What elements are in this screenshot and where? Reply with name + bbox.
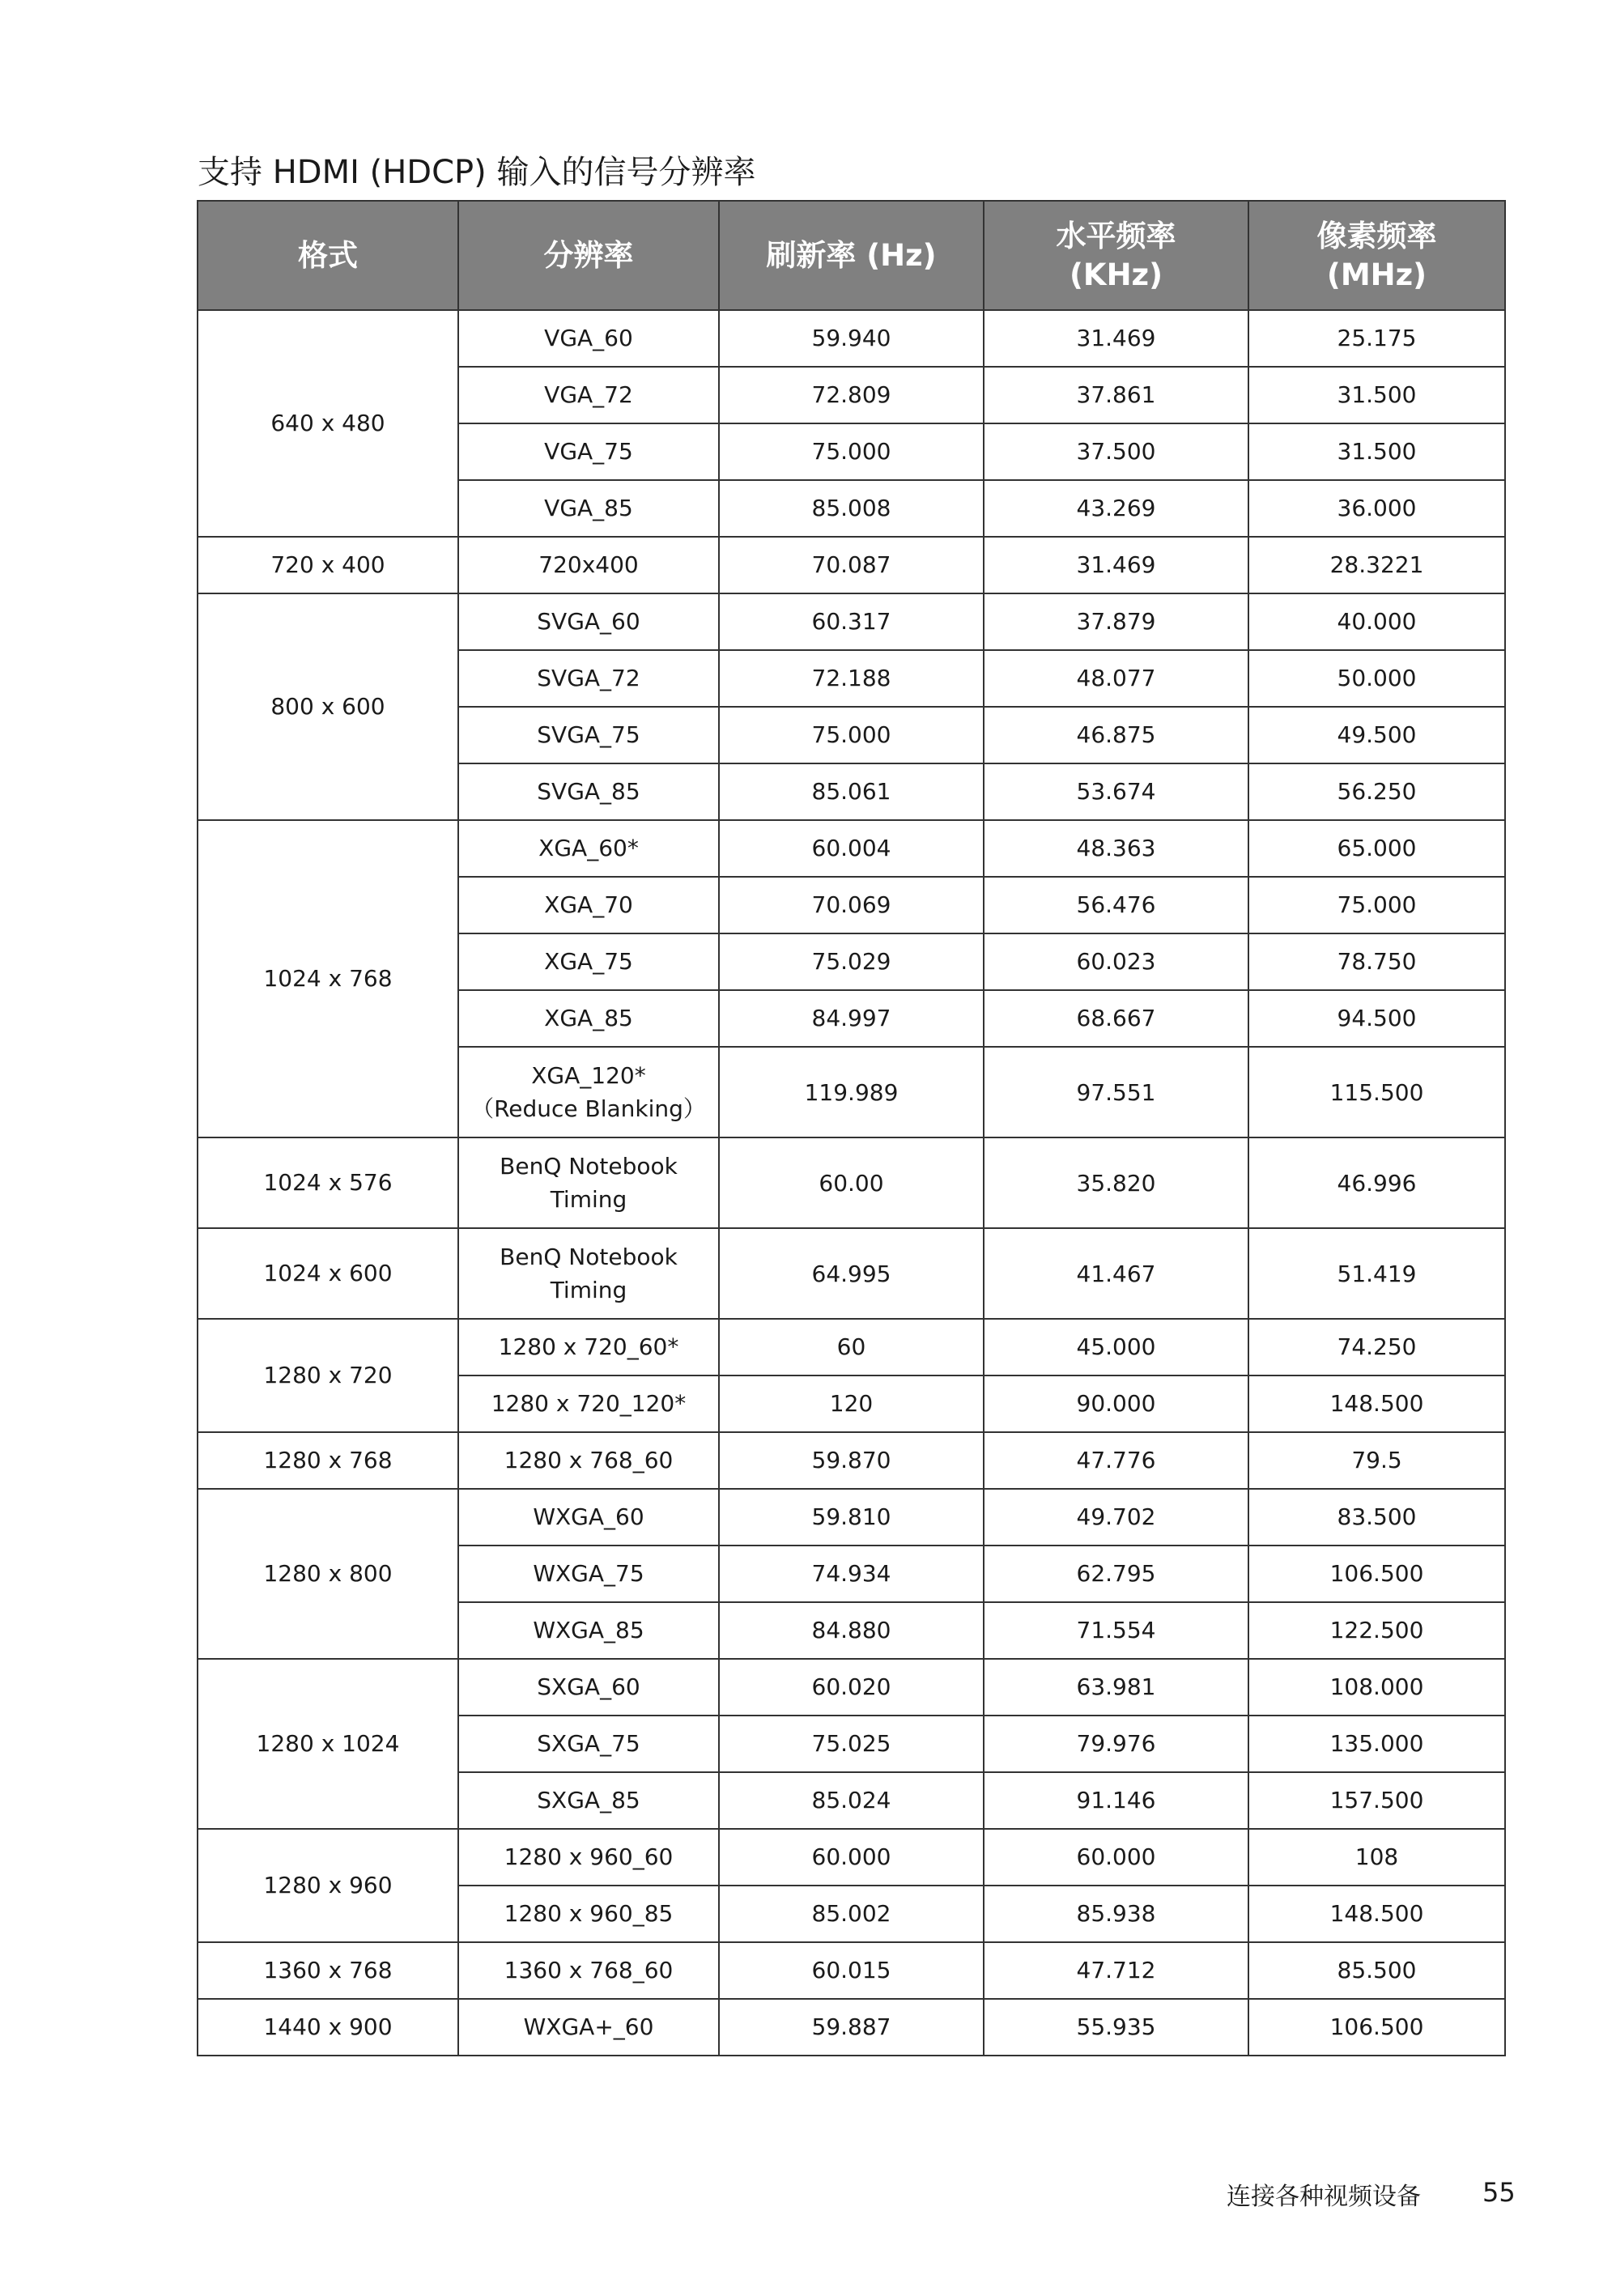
cell-pixel-frequency: 148.500 bbox=[1248, 1886, 1505, 1942]
cell-resolution: 720x400 bbox=[458, 537, 719, 593]
cell-horizontal-frequency: 62.795 bbox=[984, 1546, 1248, 1602]
header-refresh-rate: 刷新率 (Hz) bbox=[719, 201, 984, 310]
cell-horizontal-frequency: 85.938 bbox=[984, 1886, 1248, 1942]
cell-refresh-rate: 75.000 bbox=[719, 707, 984, 763]
cell-resolution: 1280 x 768_60 bbox=[458, 1432, 719, 1489]
cell-horizontal-frequency: 48.077 bbox=[984, 650, 1248, 707]
cell-resolution: SVGA_75 bbox=[458, 707, 719, 763]
cell-resolution: VGA_85 bbox=[458, 480, 719, 537]
table-row bbox=[198, 1999, 1505, 2056]
cell-resolution: VGA_75 bbox=[458, 423, 719, 480]
cell-resolution: XGA_85 bbox=[458, 990, 719, 1047]
cell-horizontal-frequency: 97.551 bbox=[984, 1047, 1248, 1137]
cell-refresh-rate: 59.940 bbox=[719, 310, 984, 367]
cell-pixel-frequency: 50.000 bbox=[1248, 650, 1505, 707]
cell-resolution: 1280 x 960_60 bbox=[458, 1829, 719, 1886]
cell-horizontal-frequency: 71.554 bbox=[984, 1602, 1248, 1659]
cell-resolution: 1280 x 720_120* bbox=[458, 1375, 719, 1432]
cell-horizontal-frequency: 68.667 bbox=[984, 990, 1248, 1047]
cell-refresh-rate: 85.024 bbox=[719, 1772, 984, 1829]
cell-pixel-frequency: 25.175 bbox=[1248, 310, 1505, 367]
cell-horizontal-frequency: 37.500 bbox=[984, 423, 1248, 480]
cell-pixel-frequency: 36.000 bbox=[1248, 480, 1505, 537]
cell-refresh-rate: 84.880 bbox=[719, 1602, 984, 1659]
cell-refresh-rate: 85.008 bbox=[719, 480, 984, 537]
cell-refresh-rate: 60.000 bbox=[719, 1829, 984, 1886]
table-row bbox=[198, 537, 1505, 593]
cell-pixel-frequency: 75.000 bbox=[1248, 877, 1505, 933]
cell-pixel-frequency: 85.500 bbox=[1248, 1942, 1505, 1999]
cell-pixel-frequency: 40.000 bbox=[1248, 593, 1505, 650]
cell-pixel-frequency: 108.000 bbox=[1248, 1659, 1505, 1716]
cell-resolution: BenQ Notebook Timing bbox=[458, 1137, 719, 1228]
cell-horizontal-frequency: 91.146 bbox=[984, 1772, 1248, 1829]
cell-horizontal-frequency: 46.875 bbox=[984, 707, 1248, 763]
cell-refresh-rate: 59.870 bbox=[719, 1432, 984, 1489]
cell-format: 720 x 400 bbox=[198, 537, 458, 593]
cell-refresh-rate: 64.995 bbox=[719, 1228, 984, 1319]
cell-horizontal-frequency: 37.861 bbox=[984, 367, 1248, 423]
cell-format: 1280 x 720 bbox=[198, 1319, 458, 1432]
cell-format: 1280 x 800 bbox=[198, 1489, 458, 1659]
cell-resolution: VGA_60 bbox=[458, 310, 719, 367]
cell-horizontal-frequency: 90.000 bbox=[984, 1375, 1248, 1432]
table-row bbox=[198, 1942, 1505, 1999]
cell-refresh-rate: 72.809 bbox=[719, 367, 984, 423]
cell-pixel-frequency: 51.419 bbox=[1248, 1228, 1505, 1319]
cell-resolution: SVGA_85 bbox=[458, 763, 719, 820]
page-number: 55 bbox=[1482, 2177, 1516, 2208]
header-format: 格式 bbox=[198, 201, 458, 310]
table-row bbox=[198, 1659, 1505, 1716]
cell-format: 1280 x 1024 bbox=[198, 1659, 458, 1829]
cell-format: 1440 x 900 bbox=[198, 1999, 458, 2056]
header-horizontal-frequency: 水平频率 (KHz) bbox=[984, 201, 1248, 310]
cell-resolution: XGA_75 bbox=[458, 933, 719, 990]
header-pixel-frequency: 像素频率 (MHz) bbox=[1248, 201, 1505, 310]
cell-horizontal-frequency: 35.820 bbox=[984, 1137, 1248, 1228]
cell-resolution: SVGA_60 bbox=[458, 593, 719, 650]
cell-refresh-rate: 70.087 bbox=[719, 537, 984, 593]
cell-pixel-frequency: 28.3221 bbox=[1248, 537, 1505, 593]
cell-pixel-frequency: 135.000 bbox=[1248, 1716, 1505, 1772]
cell-format: 640 x 480 bbox=[198, 310, 458, 537]
cell-format: 1280 x 960 bbox=[198, 1829, 458, 1942]
cell-refresh-rate: 60 bbox=[719, 1319, 984, 1375]
cell-resolution: WXGA_85 bbox=[458, 1602, 719, 1659]
cell-refresh-rate: 119.989 bbox=[719, 1047, 984, 1137]
cell-refresh-rate: 72.188 bbox=[719, 650, 984, 707]
cell-resolution: BenQ Notebook Timing bbox=[458, 1228, 719, 1319]
cell-horizontal-frequency: 49.702 bbox=[984, 1489, 1248, 1546]
cell-resolution: WXGA_75 bbox=[458, 1546, 719, 1602]
cell-pixel-frequency: 49.500 bbox=[1248, 707, 1505, 763]
table-row bbox=[198, 1137, 1505, 1228]
cell-refresh-rate: 60.00 bbox=[719, 1137, 984, 1228]
cell-pixel-frequency: 122.500 bbox=[1248, 1602, 1505, 1659]
table-row bbox=[198, 820, 1505, 877]
cell-refresh-rate: 59.887 bbox=[719, 1999, 984, 2056]
cell-horizontal-frequency: 47.712 bbox=[984, 1942, 1248, 1999]
cell-format: 1024 x 576 bbox=[198, 1137, 458, 1228]
cell-refresh-rate: 75.000 bbox=[719, 423, 984, 480]
table-row bbox=[198, 1319, 1505, 1375]
cell-pixel-frequency: 74.250 bbox=[1248, 1319, 1505, 1375]
cell-refresh-rate: 59.810 bbox=[719, 1489, 984, 1546]
cell-refresh-rate: 60.004 bbox=[719, 820, 984, 877]
cell-format: 1280 x 768 bbox=[198, 1432, 458, 1489]
cell-pixel-frequency: 115.500 bbox=[1248, 1047, 1505, 1137]
cell-refresh-rate: 85.002 bbox=[719, 1886, 984, 1942]
cell-horizontal-frequency: 63.981 bbox=[984, 1659, 1248, 1716]
cell-horizontal-frequency: 31.469 bbox=[984, 310, 1248, 367]
table-row bbox=[198, 593, 1505, 650]
cell-refresh-rate: 70.069 bbox=[719, 877, 984, 933]
cell-pixel-frequency: 157.500 bbox=[1248, 1772, 1505, 1829]
cell-horizontal-frequency: 60.023 bbox=[984, 933, 1248, 990]
cell-refresh-rate: 60.317 bbox=[719, 593, 984, 650]
cell-horizontal-frequency: 56.476 bbox=[984, 877, 1248, 933]
cell-refresh-rate: 75.025 bbox=[719, 1716, 984, 1772]
page-title: 支持 HDMI (HDCP) 输入的信号分辨率 bbox=[198, 154, 756, 191]
cell-resolution: XGA_120* （Reduce Blanking） bbox=[458, 1047, 719, 1137]
table-row bbox=[198, 1829, 1505, 1886]
cell-resolution: 1280 x 720_60* bbox=[458, 1319, 719, 1375]
cell-pixel-frequency: 83.500 bbox=[1248, 1489, 1505, 1546]
cell-refresh-rate: 60.020 bbox=[719, 1659, 984, 1716]
table-header-row bbox=[198, 201, 1505, 310]
cell-horizontal-frequency: 41.467 bbox=[984, 1228, 1248, 1319]
cell-pixel-frequency: 31.500 bbox=[1248, 423, 1505, 480]
cell-pixel-frequency: 94.500 bbox=[1248, 990, 1505, 1047]
cell-horizontal-frequency: 45.000 bbox=[984, 1319, 1248, 1375]
cell-horizontal-frequency: 53.674 bbox=[984, 763, 1248, 820]
cell-pixel-frequency: 31.500 bbox=[1248, 367, 1505, 423]
cell-horizontal-frequency: 55.935 bbox=[984, 1999, 1248, 2056]
cell-format: 1024 x 768 bbox=[198, 820, 458, 1137]
cell-pixel-frequency: 79.5 bbox=[1248, 1432, 1505, 1489]
cell-horizontal-frequency: 43.269 bbox=[984, 480, 1248, 537]
cell-pixel-frequency: 56.250 bbox=[1248, 763, 1505, 820]
cell-horizontal-frequency: 60.000 bbox=[984, 1829, 1248, 1886]
cell-pixel-frequency: 78.750 bbox=[1248, 933, 1505, 990]
cell-pixel-frequency: 46.996 bbox=[1248, 1137, 1505, 1228]
cell-resolution: 1280 x 960_85 bbox=[458, 1886, 719, 1942]
cell-resolution: SVGA_72 bbox=[458, 650, 719, 707]
cell-refresh-rate: 60.015 bbox=[719, 1942, 984, 1999]
table-row bbox=[198, 1489, 1505, 1546]
cell-horizontal-frequency: 31.469 bbox=[984, 537, 1248, 593]
cell-resolution: 1360 x 768_60 bbox=[458, 1942, 719, 1999]
table-body bbox=[198, 310, 1505, 2056]
header-resolution: 分辨率 bbox=[458, 201, 719, 310]
cell-resolution: XGA_60* bbox=[458, 820, 719, 877]
cell-format: 1360 x 768 bbox=[198, 1942, 458, 1999]
cell-resolution: VGA_72 bbox=[458, 367, 719, 423]
cell-horizontal-frequency: 37.879 bbox=[984, 593, 1248, 650]
resolution-table bbox=[197, 200, 1506, 2056]
cell-resolution: WXGA_60 bbox=[458, 1489, 719, 1546]
cell-resolution: SXGA_60 bbox=[458, 1659, 719, 1716]
cell-pixel-frequency: 106.500 bbox=[1248, 1546, 1505, 1602]
cell-refresh-rate: 120 bbox=[719, 1375, 984, 1432]
table-row bbox=[198, 1432, 1505, 1489]
cell-refresh-rate: 74.934 bbox=[719, 1546, 984, 1602]
cell-refresh-rate: 85.061 bbox=[719, 763, 984, 820]
cell-refresh-rate: 84.997 bbox=[719, 990, 984, 1047]
cell-pixel-frequency: 148.500 bbox=[1248, 1375, 1505, 1432]
cell-resolution: WXGA+_60 bbox=[458, 1999, 719, 2056]
cell-resolution: XGA_70 bbox=[458, 877, 719, 933]
cell-format: 800 x 600 bbox=[198, 593, 458, 820]
cell-pixel-frequency: 106.500 bbox=[1248, 1999, 1505, 2056]
cell-refresh-rate: 75.029 bbox=[719, 933, 984, 990]
cell-resolution: SXGA_85 bbox=[458, 1772, 719, 1829]
table-row bbox=[198, 310, 1505, 367]
footer-section-title: 连接各种视频设备 bbox=[1227, 2183, 1421, 2211]
table-row bbox=[198, 1228, 1505, 1319]
cell-pixel-frequency: 65.000 bbox=[1248, 820, 1505, 877]
cell-horizontal-frequency: 79.976 bbox=[984, 1716, 1248, 1772]
cell-horizontal-frequency: 48.363 bbox=[984, 820, 1248, 877]
cell-resolution: SXGA_75 bbox=[458, 1716, 719, 1772]
cell-format: 1024 x 600 bbox=[198, 1228, 458, 1319]
cell-pixel-frequency: 108 bbox=[1248, 1829, 1505, 1886]
cell-horizontal-frequency: 47.776 bbox=[984, 1432, 1248, 1489]
